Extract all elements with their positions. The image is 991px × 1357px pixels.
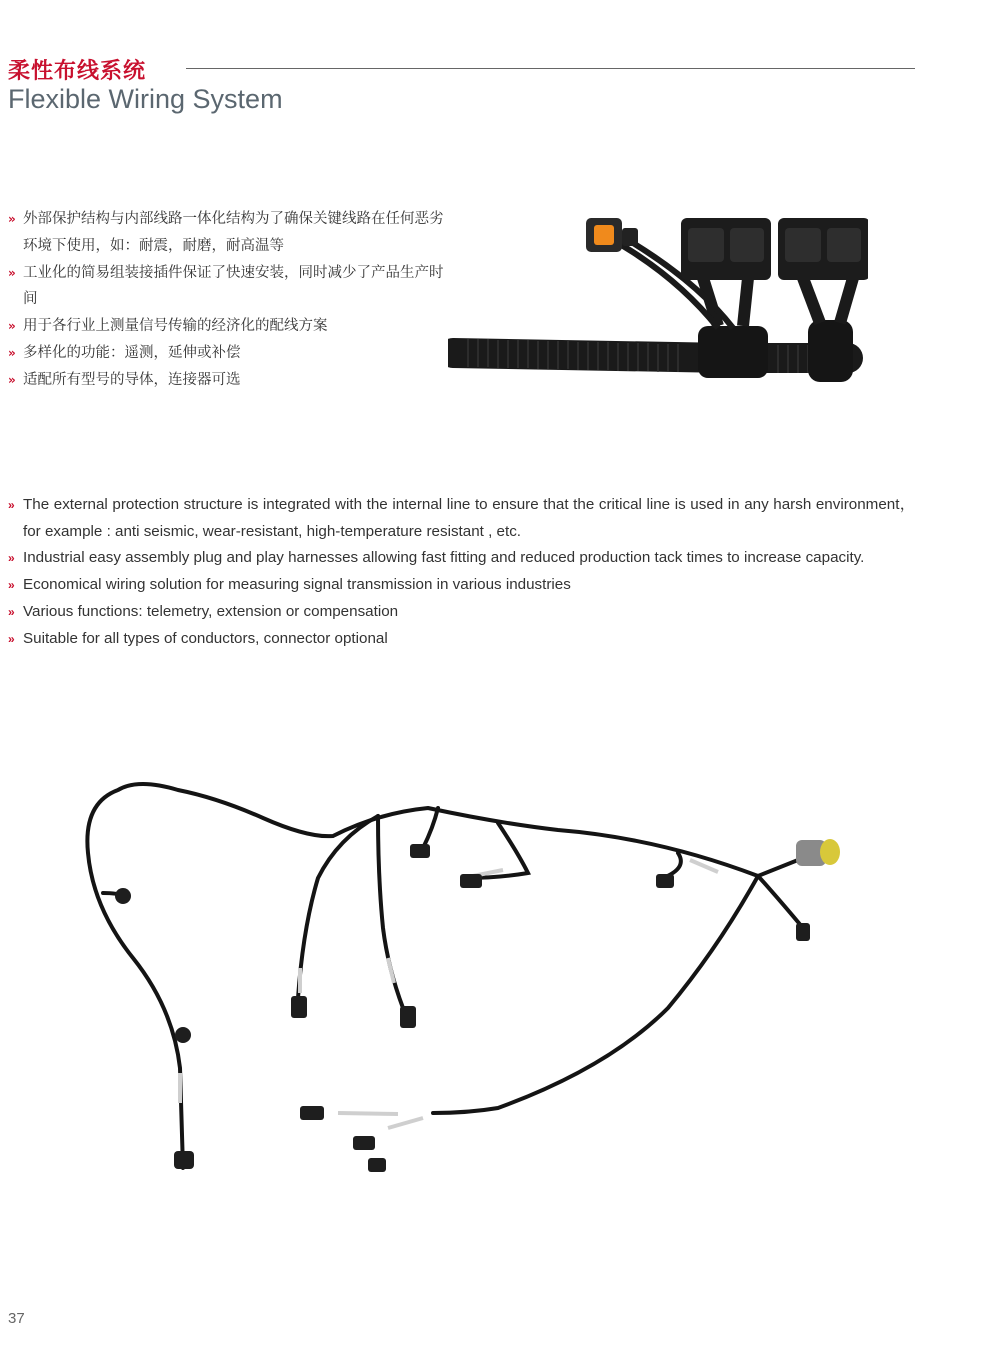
- feature-text: 外部保护结构与内部线路一体化结构为了确保关键线路在任何恶劣环境下使用，如：耐震，耐磨，耐高温等: [23, 211, 444, 254]
- features-list-chinese: [8, 206, 448, 394]
- list-item: [8, 340, 448, 367]
- feature-text: 用于各行业上测量信号传输的经济化的配线方案: [23, 318, 328, 335]
- feature-text: 适配所有型号的导体，连接器可选: [23, 371, 241, 388]
- bullet-icon: »: [8, 212, 14, 226]
- list-item: [8, 545, 915, 572]
- feature-text: 多样化的功能：遥测，延伸或补偿: [23, 344, 241, 361]
- feature-text: Economical wiring solution for measuring signal transmission in various industries: [23, 576, 571, 594]
- bullet-icon: »: [8, 604, 13, 619]
- bullet-icon: »: [8, 631, 13, 646]
- feature-text: Suitable for all types of conductors, connector optional: [23, 629, 388, 647]
- list-item: [8, 626, 915, 653]
- page-title-english: Flexible Wiring System: [8, 84, 283, 114]
- features-list-english: [8, 492, 915, 652]
- list-item: [8, 599, 915, 626]
- wiring-harness-photo: [78, 768, 848, 1188]
- feature-text: The external protection structure is integrated with the internal line to ensure that the critical line is used in any harsh environment，for example : anti seismic, wear-resistant, high-temperature resistant , etc.: [23, 496, 915, 540]
- bullet-icon: »: [8, 265, 14, 280]
- bullet-icon: »: [8, 319, 14, 334]
- page-number: 37: [8, 1310, 25, 1327]
- feature-text: Various functions: telemetry, extension or compensation: [23, 602, 399, 620]
- list-item: [8, 367, 448, 394]
- feature-text: Industrial easy assembly plug and play harnesses allowing fast fitting and reduced production tack times to increase capacity.: [23, 549, 865, 567]
- list-item: [8, 313, 448, 340]
- feature-text: 工业化的简易组装接插件保证了快速安装，同时减少了产品生产时间: [23, 264, 444, 308]
- list-item: [8, 492, 915, 545]
- bullet-icon: »: [8, 551, 13, 566]
- bullet-icon: »: [8, 345, 14, 360]
- list-item: [8, 260, 448, 314]
- harness-connector-photo: [448, 208, 868, 408]
- bullet-icon: »: [8, 578, 13, 593]
- list-item: [8, 572, 915, 599]
- list-item: [8, 206, 448, 260]
- title-divider: [186, 68, 915, 69]
- bullet-icon: »: [8, 498, 13, 512]
- bullet-icon: »: [8, 372, 14, 387]
- page-title-chinese: 柔性布线系统: [8, 59, 147, 84]
